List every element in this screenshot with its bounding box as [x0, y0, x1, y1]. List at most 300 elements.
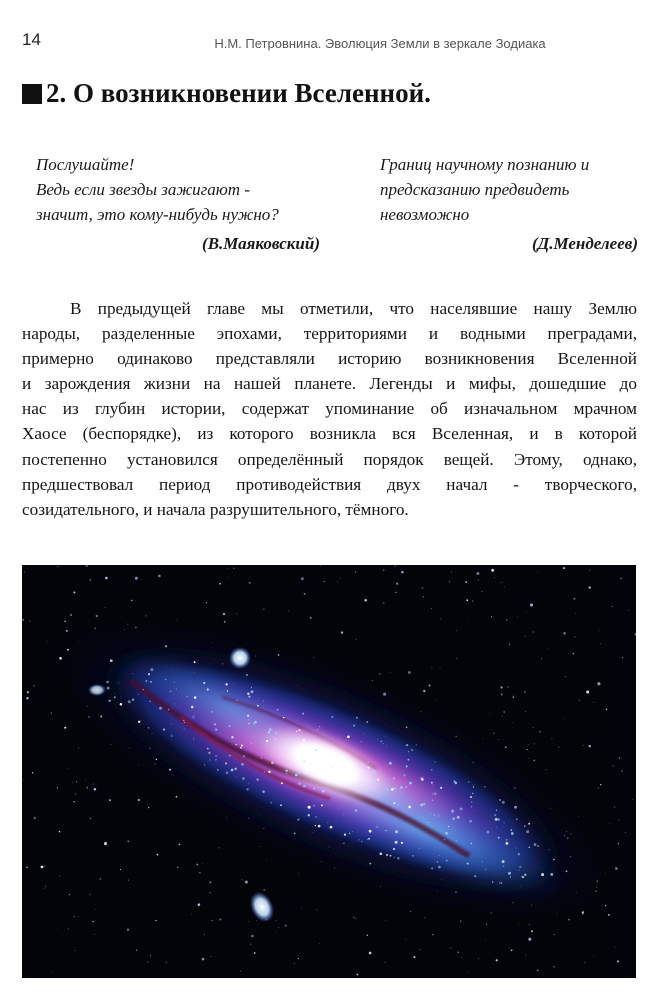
star	[619, 758, 620, 759]
star	[615, 867, 618, 870]
galaxy-star	[315, 749, 317, 751]
star	[621, 770, 622, 771]
galaxy-star	[174, 703, 175, 704]
star	[599, 630, 600, 631]
star	[621, 578, 622, 579]
star	[75, 794, 76, 795]
star	[372, 680, 373, 681]
star	[104, 842, 107, 845]
galaxy-star	[366, 768, 368, 770]
star	[45, 886, 46, 887]
star	[48, 891, 49, 892]
galaxy-star	[435, 761, 436, 762]
galaxy-star	[386, 746, 387, 747]
star	[319, 943, 320, 944]
galaxy-star	[241, 763, 244, 766]
galaxy-star	[400, 786, 403, 789]
galaxy-star	[455, 840, 457, 842]
star	[494, 577, 495, 578]
star	[385, 920, 386, 921]
galaxy-star	[397, 857, 400, 860]
star	[625, 832, 626, 833]
galaxy-star	[313, 805, 315, 807]
galaxy-star	[248, 723, 250, 725]
star	[589, 745, 591, 747]
star	[526, 612, 527, 613]
star	[373, 954, 374, 955]
galaxy-star	[247, 693, 249, 695]
star	[608, 914, 610, 916]
star	[529, 924, 530, 925]
star	[478, 958, 479, 959]
galaxy-star	[293, 760, 295, 762]
star	[90, 818, 91, 819]
galaxy-star	[553, 859, 554, 860]
galaxy-star	[143, 689, 145, 691]
galaxy-star	[503, 826, 504, 827]
galaxy-star	[387, 830, 388, 831]
galaxy-star	[314, 753, 315, 754]
galaxy-star	[207, 748, 209, 750]
galaxy-star	[107, 687, 110, 690]
galaxy-star	[408, 806, 411, 809]
star	[90, 579, 91, 580]
galaxy-star	[524, 874, 526, 876]
galaxy-star	[445, 832, 448, 835]
star	[94, 788, 97, 791]
galaxy-star	[389, 762, 392, 765]
galaxy-star	[221, 714, 222, 715]
galaxy-star	[257, 705, 259, 707]
star	[26, 867, 27, 868]
galaxy-star	[152, 733, 153, 734]
star	[324, 581, 325, 582]
galaxy-star	[242, 777, 245, 780]
star	[263, 889, 265, 891]
galaxy-star	[482, 861, 483, 862]
galaxy-star	[373, 782, 375, 784]
star	[314, 657, 315, 658]
galaxy-star	[368, 761, 369, 762]
galaxy-star	[159, 707, 162, 710]
star	[73, 591, 75, 593]
star	[64, 621, 66, 623]
star	[266, 859, 267, 860]
galaxy-star	[349, 833, 350, 834]
galaxy-star	[344, 833, 346, 835]
galaxy-star	[457, 816, 460, 819]
galaxy-star	[330, 826, 333, 829]
galaxy-star	[236, 777, 237, 778]
galaxy-star	[550, 873, 553, 876]
page-number: 14	[22, 30, 41, 49]
star	[528, 758, 529, 759]
galaxy-star	[356, 754, 357, 755]
star	[472, 601, 473, 602]
star	[288, 611, 289, 612]
star	[440, 667, 441, 668]
galaxy-star	[421, 778, 424, 781]
star	[468, 971, 469, 972]
galaxy-star	[524, 825, 525, 826]
star	[92, 921, 93, 922]
star	[242, 879, 243, 880]
satellite-galaxy-upper	[229, 647, 251, 669]
galaxy-star	[318, 825, 321, 828]
star	[390, 672, 391, 673]
galaxy-star	[150, 701, 151, 702]
star	[128, 841, 129, 842]
star	[485, 940, 486, 941]
star	[135, 577, 138, 580]
star	[489, 713, 490, 714]
star	[598, 787, 599, 788]
star	[600, 784, 601, 785]
galaxy-star	[367, 839, 368, 840]
star	[546, 769, 547, 770]
chapter-title	[22, 78, 431, 109]
galaxy-star	[114, 693, 115, 694]
galaxy-star	[193, 738, 194, 739]
galaxy-star	[432, 800, 433, 801]
star	[233, 568, 234, 569]
galaxy-star	[194, 661, 196, 663]
star	[541, 658, 542, 659]
galaxy-star	[494, 814, 496, 816]
star	[410, 911, 411, 912]
galaxy-star	[386, 788, 388, 790]
star	[589, 570, 590, 571]
star	[179, 844, 180, 845]
star	[401, 571, 404, 574]
galaxy-star	[386, 854, 388, 856]
body-line: примерно одинаково представляли историю возникновения Вселенной	[22, 349, 637, 369]
galaxy-star	[423, 803, 426, 806]
star	[202, 958, 205, 961]
galaxy-star	[412, 855, 414, 857]
star	[614, 806, 615, 807]
star	[450, 947, 451, 948]
galaxy-star	[275, 731, 278, 734]
galaxy-star	[394, 787, 396, 789]
star	[353, 917, 354, 918]
epigraph-mendeleev	[380, 152, 638, 256]
star	[204, 934, 205, 935]
galaxy-star	[495, 818, 498, 821]
star	[578, 816, 579, 817]
galaxy-star	[395, 830, 398, 833]
star	[436, 700, 437, 701]
galaxy-star	[373, 770, 376, 773]
star	[93, 784, 94, 785]
galaxy-star	[444, 839, 445, 840]
galaxy-star	[501, 883, 502, 884]
galaxy-star	[194, 696, 197, 699]
star	[600, 643, 601, 644]
star	[301, 577, 304, 580]
star	[69, 894, 71, 896]
star	[528, 744, 529, 745]
star	[468, 621, 469, 622]
star	[105, 607, 106, 608]
star	[565, 718, 566, 719]
galaxy-star	[303, 761, 305, 763]
star	[605, 905, 606, 906]
star	[553, 966, 555, 968]
epigraph-line: невозможно	[380, 205, 470, 224]
star	[432, 667, 433, 668]
galaxy-star	[262, 791, 264, 793]
star	[120, 869, 121, 870]
galaxy-star	[438, 866, 441, 869]
star	[517, 616, 518, 617]
star	[94, 934, 95, 935]
star-cluster-left	[88, 684, 106, 696]
star	[574, 636, 575, 637]
galaxy-star	[395, 841, 398, 844]
star	[74, 916, 75, 917]
star	[379, 673, 380, 674]
star	[199, 872, 200, 873]
star	[491, 569, 494, 572]
galaxy-star	[308, 806, 311, 809]
galaxy-star	[508, 872, 511, 875]
galaxy-star	[393, 802, 395, 804]
galaxy-star	[231, 769, 234, 772]
galaxy-star	[145, 680, 147, 682]
star	[249, 582, 251, 584]
galaxy-star	[251, 743, 252, 744]
star	[518, 923, 519, 924]
galaxy-star	[174, 682, 175, 683]
galaxy-star	[251, 690, 254, 693]
star	[127, 929, 129, 931]
galaxy-star	[314, 779, 315, 780]
star	[534, 744, 535, 745]
galaxy-star	[432, 794, 433, 795]
galaxy-star	[268, 731, 270, 733]
star	[310, 617, 312, 619]
star	[617, 960, 619, 962]
star	[456, 630, 457, 631]
star	[582, 914, 583, 915]
epigraph-mayakovsky	[36, 152, 320, 256]
galaxy-star	[229, 725, 231, 727]
galaxy-star	[319, 726, 320, 727]
galaxy-star	[150, 681, 151, 682]
galaxy-star	[296, 731, 298, 733]
star	[461, 957, 462, 958]
star	[68, 928, 69, 929]
star	[109, 799, 111, 801]
galaxy-star	[499, 799, 501, 801]
galaxy-star	[541, 873, 544, 876]
star	[501, 582, 502, 583]
star	[32, 772, 33, 773]
star	[248, 921, 249, 922]
star	[100, 878, 101, 879]
galaxy-star	[380, 741, 382, 743]
star	[44, 888, 45, 889]
galaxy-star	[430, 813, 431, 814]
star	[78, 748, 79, 749]
galaxy-star	[473, 786, 474, 787]
galaxy-star	[496, 810, 497, 811]
galaxy-star	[440, 787, 442, 789]
galaxy-star	[469, 820, 472, 823]
body-line: постепенно установился определённый порядок вещей. Этому, однако,	[22, 449, 637, 469]
galaxy-star	[431, 867, 433, 869]
star	[66, 630, 68, 632]
epigraph-line: значит, это кому-нибудь нужно?	[36, 205, 279, 224]
star	[364, 599, 367, 602]
star	[503, 711, 505, 713]
star	[150, 955, 151, 956]
star	[507, 686, 508, 687]
galaxy-star	[376, 826, 378, 828]
star	[584, 962, 585, 963]
star	[57, 787, 58, 788]
star	[554, 934, 555, 935]
star	[219, 918, 221, 920]
galaxy-star	[496, 827, 497, 828]
galaxy-star	[247, 715, 249, 717]
star	[236, 614, 237, 615]
galaxy-star	[366, 721, 368, 723]
star	[530, 603, 533, 606]
star	[408, 671, 411, 674]
star	[58, 928, 59, 929]
star	[75, 950, 76, 951]
star	[176, 620, 177, 621]
star	[227, 568, 228, 569]
star	[85, 780, 86, 781]
star	[59, 876, 60, 877]
star	[196, 864, 198, 866]
star	[70, 614, 72, 616]
galaxy-star	[502, 801, 505, 804]
galaxy-star	[403, 774, 405, 776]
star	[250, 944, 251, 945]
galaxy-star	[148, 673, 150, 675]
star	[304, 593, 306, 595]
star	[64, 727, 66, 729]
galaxy-star	[163, 728, 165, 730]
galaxy-star	[406, 744, 408, 746]
galaxy-star	[110, 659, 113, 662]
star	[285, 925, 287, 927]
galaxy-star	[225, 683, 227, 685]
star	[429, 685, 431, 687]
galaxy-star	[150, 668, 153, 671]
star	[524, 691, 526, 693]
star	[500, 686, 502, 688]
body-line: предшествовал период противодействия двух начал - творческого,	[22, 474, 637, 494]
star	[155, 920, 156, 921]
galaxy-star	[401, 842, 403, 844]
star	[606, 709, 607, 710]
galaxy-star	[467, 863, 469, 865]
galaxy-star	[204, 764, 205, 765]
body-line: Хаосе (беспорядке), из которого возникла вся Вселенная, и в которой	[22, 424, 637, 444]
galaxy-star	[261, 758, 262, 759]
galaxy-star	[526, 830, 529, 833]
star	[456, 658, 457, 659]
star	[583, 745, 584, 746]
galaxy-star	[446, 860, 447, 861]
galaxy-star	[377, 778, 380, 781]
galaxy-star	[516, 818, 518, 820]
star	[594, 702, 595, 703]
galaxy-star	[408, 759, 410, 761]
galaxy-star	[380, 852, 383, 855]
galaxy-star	[217, 769, 219, 771]
star	[89, 894, 90, 895]
galaxy-star	[331, 766, 332, 767]
galaxy-star	[191, 706, 194, 709]
star	[451, 572, 452, 573]
star	[355, 571, 356, 572]
galaxy-star	[409, 782, 412, 785]
galaxy-star	[411, 749, 413, 751]
star	[597, 682, 600, 685]
galaxy-star	[271, 756, 272, 757]
star	[245, 881, 248, 884]
galaxy-star	[405, 786, 407, 788]
galaxy-star	[347, 735, 350, 738]
galaxy-star	[394, 857, 395, 858]
star	[383, 569, 385, 571]
star	[534, 760, 535, 761]
galaxy-star	[264, 771, 265, 772]
star	[628, 610, 629, 611]
star	[68, 768, 69, 769]
star	[198, 903, 201, 906]
star	[166, 962, 167, 963]
galaxy-star	[248, 783, 249, 784]
galaxy-star	[302, 713, 304, 715]
galaxy-star	[275, 739, 276, 740]
star	[145, 615, 146, 616]
running-header: Н.М. Петровнина. Эволюция Земли в зеркале Зодиака	[214, 36, 546, 51]
star	[614, 947, 615, 948]
galaxy-star	[431, 782, 433, 784]
star	[275, 932, 276, 933]
galaxy-star	[321, 804, 323, 806]
galaxy-star	[390, 855, 392, 857]
star	[211, 956, 212, 957]
star	[191, 914, 192, 915]
star	[525, 636, 526, 637]
epigraph-line: Границ научному познанию и	[380, 155, 590, 174]
star	[23, 780, 24, 781]
galaxy-star	[308, 814, 310, 816]
galaxy-star	[502, 860, 505, 863]
star	[219, 583, 221, 585]
galaxy-star	[428, 822, 429, 823]
galaxy-star	[247, 788, 249, 790]
galaxy-star	[460, 807, 463, 810]
epigraph-line: Ведь если звезды зажигают -	[36, 180, 250, 199]
star	[465, 581, 467, 583]
star	[527, 749, 528, 750]
galaxy-star	[519, 866, 521, 868]
epigraph-line: Послушайте!	[36, 155, 135, 174]
star	[240, 971, 241, 972]
star	[41, 866, 44, 869]
star	[481, 591, 482, 592]
galaxy-star	[243, 755, 245, 757]
